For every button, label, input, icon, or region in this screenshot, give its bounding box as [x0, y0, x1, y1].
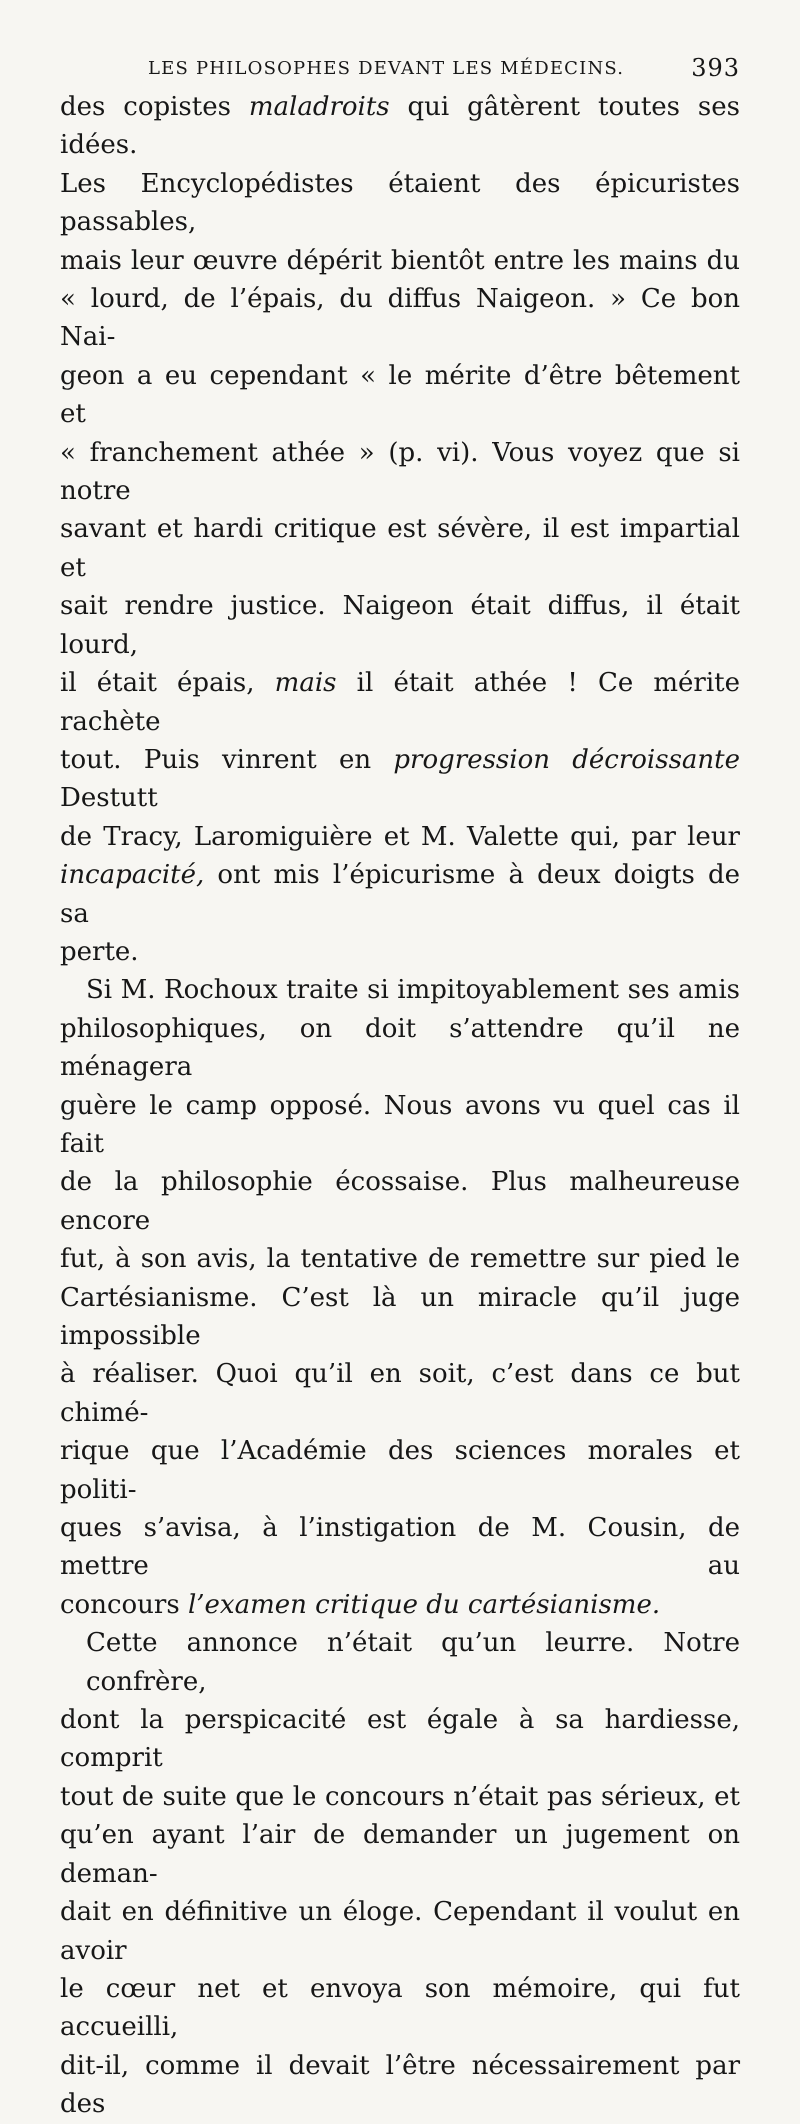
text-line: sait rendre justice. Naigeon était diffus, il était lourd,: [60, 591, 740, 660]
text-line: dait en définitive un éloge. Cependant il voulut en avoir: [60, 1897, 740, 1966]
text-line: rique que l’Académie des sciences morales et politi-: [60, 1436, 740, 1505]
paragraph-first-line: Cette annonce n’était qu’un leurre. Notre confrère,: [86, 1628, 740, 1697]
text-line: des copistes maladroits qui gâtèrent toutes ses idées.: [60, 92, 740, 161]
text-line: à réaliser. Quoi qu’il en soit, c’est dans ce but chimé-: [60, 1359, 740, 1428]
text-line: Cartésianisme. C’est là un miracle qu’il juge impossible: [60, 1282, 740, 1351]
text-line: guère le camp opposé. Nous avons vu quel cas il fait: [60, 1090, 740, 1159]
text-line: il était épais, mais il était athée ! Ce mérite rachète: [60, 668, 740, 737]
text-line: savant et hardi critique est sévère, il est impartial et: [60, 514, 740, 583]
text-line: « franchement athée » (p. vi). Vous voyez que si notre: [60, 437, 740, 507]
text-line: dit-il, comme il devait l’être nécessairement par des: [60, 2050, 740, 2120]
running-head: [60, 48, 740, 88]
text-line: « lourd, de l’épais, du diffus Naigeon. » Ce bon Nai-: [60, 284, 740, 353]
page-number: 393: [691, 54, 740, 82]
text-line: tout. Puis vinrent en progression décroissante Destutt: [60, 744, 741, 814]
body-text: [60, 88, 740, 2124]
text-line: fut, à son avis, la tentative de remettre sur pied le: [60, 1244, 740, 1275]
text-line: ques s’avisa, à l’instigation de M. Cousin, de mettre au: [60, 1513, 740, 1582]
text-line: de Tracy, Laromiguière et M. Valette qui, par leur: [60, 821, 740, 852]
text-line: tout de suite que le concours n’était pas sérieux, et: [60, 1781, 740, 1812]
text-line: qu’en ayant l’air de demander un jugement on deman-: [60, 1820, 740, 1889]
text-line: Les Encyclopédistes étaient des épicuristes passables,: [60, 168, 740, 238]
text-line: de la philosophie écossaise. Plus malheureuse encore: [60, 1167, 740, 1236]
text-line: philosophiques, on doit s’attendre qu’il ne ménagera: [60, 1013, 740, 1083]
running-title: LES PHILOSOPHES DEVANT LES MÉDECINS.: [148, 58, 625, 79]
text-line: geon a eu cependant « le mérite d’être bêtement et: [60, 360, 740, 430]
text-line: dont la perspicacité est égale à sa hardiesse, comprit: [60, 1705, 740, 1774]
paragraph-last-line: concours l’examen critique du cartésianisme.: [60, 1589, 661, 1620]
paragraph-last-line: perte.: [60, 936, 139, 967]
text-line: incapacité, ont mis l’épicurisme à deux doigts de sa: [60, 860, 740, 929]
text-line: mais leur œuvre dépérit bientôt entre les mains du: [60, 245, 740, 276]
paragraph-first-line: Si M. Rochoux traite si impitoyablement ses amis: [86, 975, 740, 1006]
text-line: le cœur net et envoya son mémoire, qui fut accueilli,: [60, 1973, 740, 2043]
